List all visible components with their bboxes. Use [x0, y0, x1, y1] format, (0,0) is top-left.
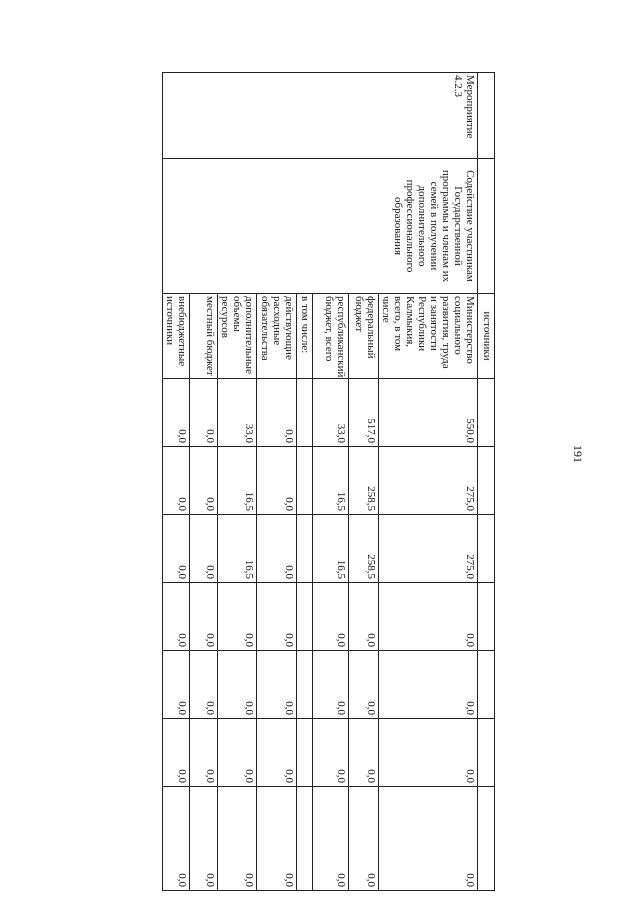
source-cell: в том числе: — [297, 294, 313, 379]
value-cell: 0,0 — [257, 379, 297, 447]
value-cell: 0,0 — [257, 447, 297, 515]
header-cell-empty — [478, 651, 495, 719]
value-cell: 550,0 — [379, 379, 478, 447]
value-cell: 0,0 — [379, 583, 478, 651]
value-cell: 0,0 — [163, 379, 190, 447]
source-cell: действующие расходные обязательства — [257, 294, 297, 379]
value-cell: 33,0 — [313, 379, 349, 447]
value-cell: 0,0 — [349, 583, 379, 651]
value-cell: 0,0 — [163, 651, 190, 719]
header-cell-empty — [478, 73, 495, 159]
header-cell-empty — [478, 583, 495, 651]
page-number: 191 — [571, 445, 585, 463]
value-cell: 0,0 — [163, 787, 190, 891]
value-cell: 0,0 — [218, 651, 257, 719]
table-body — [163, 73, 495, 891]
value-cell: 0,0 — [257, 515, 297, 583]
value-cell: 0,0 — [257, 719, 297, 787]
value-cell: 16,5 — [218, 447, 257, 515]
value-cell — [297, 583, 313, 651]
value-cell: 0,0 — [218, 583, 257, 651]
value-cell: 258,5 — [349, 447, 379, 515]
value-cell: 0,0 — [313, 787, 349, 891]
value-cell — [297, 515, 313, 583]
table-header-row — [478, 73, 495, 891]
source-cell: республиканский бюджет, всего — [313, 294, 349, 379]
value-cell: 0,0 — [190, 379, 218, 447]
value-cell: 0,0 — [163, 447, 190, 515]
header-cell-empty — [478, 447, 495, 515]
value-cell: 0,0 — [349, 651, 379, 719]
value-cell: 0,0 — [190, 787, 218, 891]
value-cell: 0,0 — [313, 719, 349, 787]
value-cell: 0,0 — [190, 583, 218, 651]
value-cell: 0,0 — [257, 583, 297, 651]
value-cell: 275,0 — [379, 515, 478, 583]
value-cell — [297, 447, 313, 515]
header-cell-empty — [478, 379, 495, 447]
value-cell: 0,0 — [163, 583, 190, 651]
value-cell: 0,0 — [190, 515, 218, 583]
value-cell: 0,0 — [218, 719, 257, 787]
value-cell — [297, 651, 313, 719]
source-cell: внебюджетные источники — [163, 294, 190, 379]
table-row — [379, 73, 478, 891]
value-cell: 0,0 — [379, 787, 478, 891]
value-cell: 0,0 — [313, 583, 349, 651]
value-cell: 0,0 — [163, 719, 190, 787]
source-cell: дополнительные объемы ресурсов — [218, 294, 257, 379]
value-cell — [297, 379, 313, 447]
header-cell-empty — [478, 515, 495, 583]
value-cell: 16,5 — [313, 447, 349, 515]
value-cell: 0,0 — [379, 719, 478, 787]
value-cell: 0,0 — [313, 651, 349, 719]
value-cell: 0,0 — [349, 787, 379, 891]
source-cell: местный бюджет — [190, 294, 218, 379]
value-cell: 0,0 — [218, 787, 257, 891]
value-cell: 0,0 — [257, 787, 297, 891]
value-cell: 0,0 — [257, 651, 297, 719]
value-cell: 16,5 — [218, 515, 257, 583]
source-cell: Министерство социального развития, труда и занятости Республики Калмыкия, всего, в том числе — [379, 294, 478, 379]
value-cell: 517,0 — [349, 379, 379, 447]
value-cell: 33,0 — [218, 379, 257, 447]
budget-table-rotated — [92, 72, 495, 887]
value-cell: 275,0 — [379, 447, 478, 515]
header-cell-empty — [478, 787, 495, 891]
header-cell-empty — [478, 159, 495, 294]
measure-code-cell: Мероприятие 4.2.3 — [163, 73, 478, 159]
value-cell: 0,0 — [163, 515, 190, 583]
value-cell: 0,0 — [349, 719, 379, 787]
value-cell — [297, 787, 313, 891]
budget-table — [162, 72, 495, 891]
measure-title-cell: Содействие участникам Государственной программы и членам их семей в получении дополнительного профессионального образования — [163, 159, 478, 294]
value-cell — [297, 719, 313, 787]
header-sources-label: источники — [478, 294, 495, 379]
value-cell: 0,0 — [190, 719, 218, 787]
value-cell: 0,0 — [190, 447, 218, 515]
value-cell: 16,5 — [313, 515, 349, 583]
value-cell: 0,0 — [379, 651, 478, 719]
value-cell: 0,0 — [190, 651, 218, 719]
source-cell: федеральный бюджет — [349, 294, 379, 379]
header-cell-empty — [478, 719, 495, 787]
value-cell: 258,5 — [349, 515, 379, 583]
